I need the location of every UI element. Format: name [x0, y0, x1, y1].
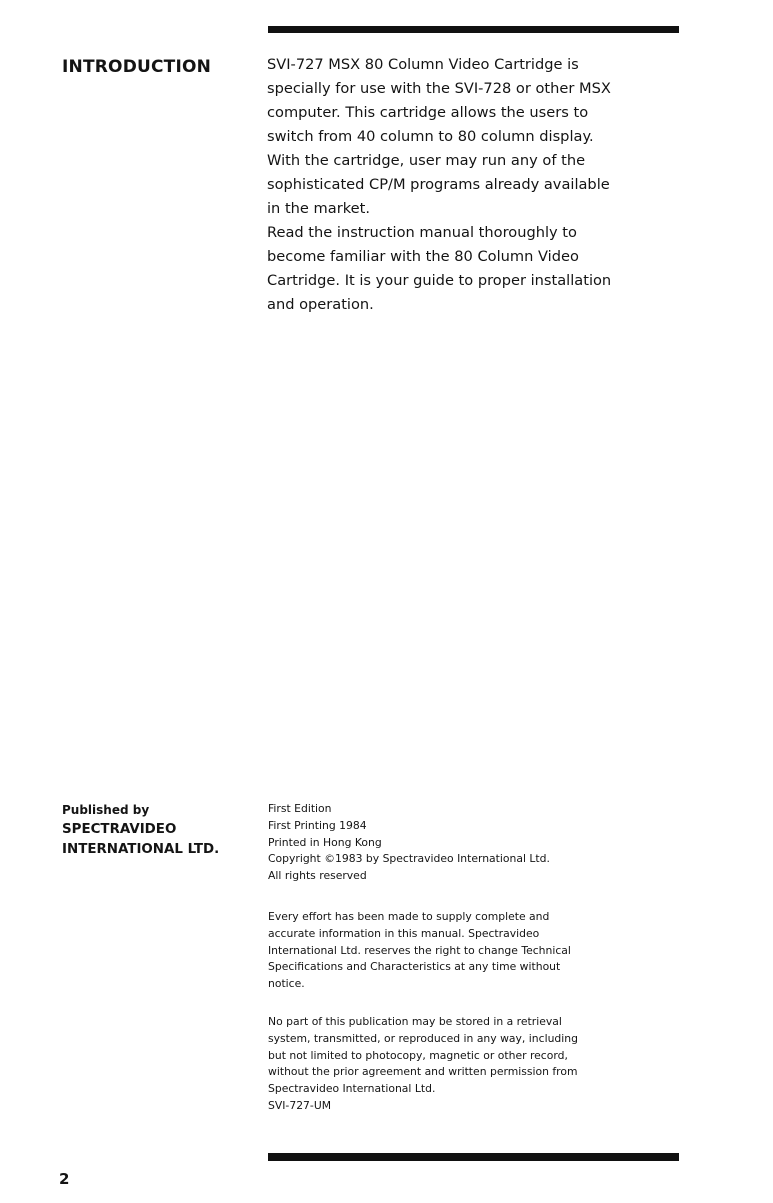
section-heading: INTRODUCTION — [62, 57, 212, 77]
text-line: International Ltd. reserves the right to change Technical — [268, 943, 571, 957]
text-line: without the prior agreement and written permission from — [268, 1065, 578, 1079]
text-line: switch from 40 column to 80 column display. — [267, 128, 594, 145]
text-line: in the market. — [267, 200, 370, 217]
publisher-block — [62, 800, 219, 860]
introduction-text — [267, 53, 667, 317]
text-line: Specifications and Characteristics at any time without — [268, 960, 561, 974]
document-code: SVI-727-UM — [268, 1098, 332, 1112]
text-line: sophisticated CP/M programs already available — [267, 176, 610, 193]
edition-line: All rights reserved — [268, 869, 367, 883]
text-line: but not limited to photocopy, magnetic or other record, — [268, 1048, 568, 1062]
text-line: accurate information in this manual. Spectravideo — [268, 926, 540, 940]
intro-paragraph-1 — [267, 53, 667, 221]
bottom-rule — [268, 1153, 679, 1161]
edition-line: First Printing 1984 — [268, 818, 367, 832]
copyright-line: Copyright ©1983 by Spectravideo International Ltd. — [268, 852, 550, 866]
edition-line: First Edition — [268, 802, 332, 815]
edition-info — [268, 801, 678, 885]
publisher-name: INTERNATIONAL LTD. — [62, 842, 220, 857]
text-line: specially for use with the SVI-728 or other MSX — [267, 80, 611, 97]
intro-paragraph-2 — [267, 221, 667, 317]
page-number: 2 — [59, 1170, 70, 1188]
text-line: SVI-727 MSX 80 Column Video Cartridge is — [267, 56, 579, 73]
top-rule — [268, 26, 679, 33]
text-line: Read the instruction manual thoroughly to — [267, 224, 577, 241]
publisher-label: Published by — [62, 803, 150, 817]
text-line: become familiar with the 80 Column Video — [267, 248, 579, 265]
text-line: system, transmitted, or reproduced in any way, including — [268, 1031, 578, 1045]
specifications-notice — [268, 909, 678, 993]
text-line: computer. This cartridge allows the users to — [267, 104, 589, 121]
text-line: No part of this publication may be stored in a retrieval — [268, 1015, 562, 1028]
text-line: Spectravideo International Ltd. — [268, 1082, 436, 1096]
edition-line: Printed in Hong Kong — [268, 835, 382, 849]
rights-notice — [268, 1014, 678, 1115]
text-line: and operation. — [267, 296, 374, 313]
text-line: Cartridge. It is your guide to proper installation — [267, 272, 612, 289]
text-line: Every effort has been made to supply complete and — [268, 910, 550, 923]
publisher-name: SPECTRAVIDEO — [62, 822, 177, 837]
text-line: With the cartridge, user may run any of the — [267, 152, 586, 169]
text-line: notice. — [268, 977, 305, 991]
